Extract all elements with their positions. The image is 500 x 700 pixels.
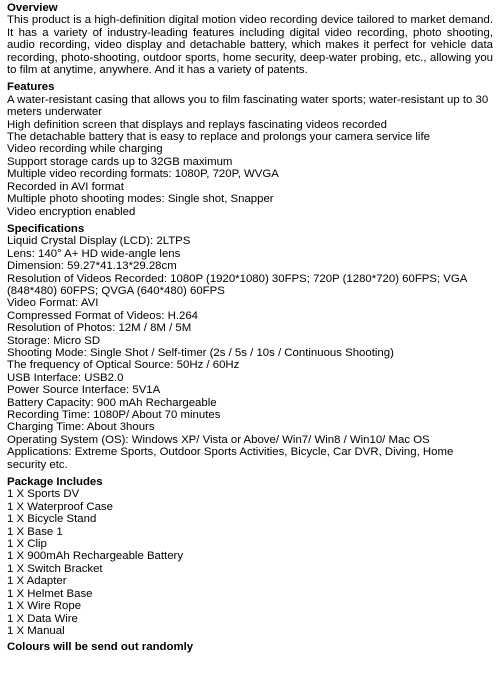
specification-item: Resolution of Videos Recorded: 1080P (1920*1080) 30FPS; 720P (1280*720) 60FPS; VGA (848*480) 60FPS; QVGA (640*480) 60FPS [7,272,467,297]
package-item: 1 X Wire Rope [7,600,82,613]
specifications-list [7,235,493,471]
package-item: 1 X Switch Bracket [7,562,103,575]
feature-item: A water-resistant casing that allows you to film fascinating water sports; water-resistant up to 30 meters underwater [7,93,489,119]
specification-item: Resolution of Photos: 12M / 8M / 5M [7,322,192,335]
overview-section [7,2,493,76]
specification-item: The frequency of Optical Source: 50Hz / 60Hz [7,359,240,372]
specification-item: Video Format: AVI [7,297,99,310]
feature-item: Multiple video recording formats: 1080P, 720P, WVGA [7,168,279,181]
package-item: 1 X Bicycle Stand [7,513,97,526]
feature-item: Video recording while charging [7,143,163,156]
package-item: 1 X Adapter [7,575,67,588]
feature-item: The detachable battery that is easy to replace and prolongs your camera service life [7,131,430,144]
package-item: 1 X Waterproof Case [7,500,113,513]
features-list [7,94,493,218]
colour-note: Colours will be send out randomly [7,641,194,654]
specifications-section [7,223,493,471]
package-item: 1 X 900mAh Rechargeable Battery [7,550,184,563]
package-section [7,476,493,637]
features-section [7,81,493,217]
feature-item: Video encryption enabled [7,205,136,218]
overview-heading: Overview [7,2,58,14]
package-item: 1 X Sports DV [7,488,80,501]
specification-item: Battery Capacity: 900 mAh Rechargeable [7,396,217,409]
feature-item: Recorded in AVI format [7,180,124,193]
overview-text: This product is a high-definition digital motion video recording device tailored to market demand. It has a variety of industry-leading features including digital video recording, photo shooting, audio recording, video display and detachable battery, which makes it perfect for vehicle data recording, photo-shooting, outdoor sports, home security, deep-water probing, etc., allowing you to film at anytime, anywhere. And it has a variety of patents. [7,14,493,77]
specification-item: Power Source Interface: 5V1A [7,384,161,397]
package-list [7,488,493,637]
feature-item: Support storage cards up to 32GB maximum [7,155,233,168]
specification-item: Charging Time: About 3hours [7,421,155,434]
package-item: 1 X Base 1 [7,525,63,538]
specification-item: Compressed Format of Videos: H.264 [7,309,198,322]
specifications-heading: Specifications [7,222,85,235]
specification-item: Shooting Mode: Single Shot / Self-timer (2s / 5s / 10s / Continuous Shooting) [7,346,394,359]
specification-item: Lens: 140° A+ HD wide-angle lens [7,247,181,260]
specification-item: Applications: Extreme Sports, Outdoor Sports Activities, Bicycle, Car DVR, Diving, Home security etc. [7,446,454,471]
feature-item: Multiple photo shooting modes: Single shot, Snapper [7,193,274,206]
specification-item: Liquid Crystal Display (LCD): 2LTPS [7,235,191,248]
package-item: 1 X Manual [7,624,65,637]
specification-item: Dimension: 59.27*41.13*29.28cm [7,260,177,273]
specification-item: Storage: Micro SD [7,334,101,347]
package-item: 1 X Data Wire [7,612,78,625]
feature-item: High definition screen that displays and replays fascinating videos recorded [7,118,387,131]
package-heading: Package Includes [7,476,103,489]
specification-item: USB Interface: USB2.0 [7,371,124,384]
features-heading: Features [7,81,55,94]
package-item: 1 X Helmet Base [7,587,93,600]
specification-item: Operating System (OS): Windows XP/ Vista or Above/ Win7/ Win8 / Win10/ Mac OS [7,433,430,446]
specification-item: Recording Time: 1080P/ About 70 minutes [7,409,221,421]
package-item: 1 X Clip [7,538,47,551]
